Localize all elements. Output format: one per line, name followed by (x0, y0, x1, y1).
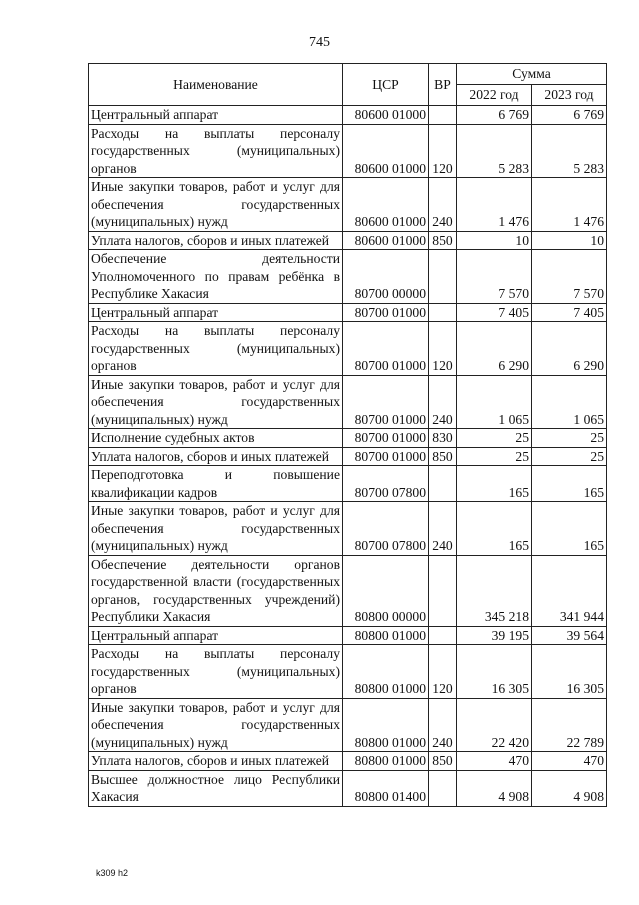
row-name: Уплата налогов, сборов и иных платежей (89, 447, 343, 466)
row-2022: 165 (457, 502, 532, 556)
row-vr: 120 (429, 124, 457, 178)
row-csr: 80600 01000 (343, 231, 429, 250)
row-2022: 6 769 (457, 106, 532, 125)
row-2022: 25 (457, 429, 532, 448)
row-vr (429, 555, 457, 626)
table-body (89, 106, 607, 807)
row-2022: 7 405 (457, 303, 532, 322)
row-2023: 5 283 (532, 124, 607, 178)
row-name: Уплата налогов, сборов и иных платежей (89, 752, 343, 771)
row-csr: 80800 01400 (343, 770, 429, 806)
row-2022: 5 283 (457, 124, 532, 178)
row-2023: 470 (532, 752, 607, 771)
row-2022: 6 290 (457, 322, 532, 376)
row-2022: 22 420 (457, 698, 532, 752)
table-header (89, 64, 607, 106)
table-row (89, 124, 607, 178)
row-name: Обеспечение деятельности Уполномоченного по правам ребёнка в Республике Хакасия (89, 250, 343, 304)
row-name: Иные закупки товаров, работ и услуг для обеспечения государственных (муниципальных) нужд (89, 698, 343, 752)
row-2022: 470 (457, 752, 532, 771)
row-name: Исполнение судебных актов (89, 429, 343, 448)
row-vr: 240 (429, 375, 457, 429)
table-row (89, 645, 607, 699)
row-csr: 80700 01000 (343, 322, 429, 376)
row-vr: 120 (429, 645, 457, 699)
table-row (89, 178, 607, 232)
row-name: Обеспечение деятельности органов государственной власти (государственных органов, государственных учреждений) Республики Хакасия (89, 555, 343, 626)
row-csr: 80800 01000 (343, 752, 429, 771)
row-vr: 850 (429, 231, 457, 250)
row-2022: 39 195 (457, 626, 532, 645)
row-2022: 165 (457, 466, 532, 502)
budget-table (88, 63, 607, 807)
table-row (89, 555, 607, 626)
row-2023: 6 290 (532, 322, 607, 376)
header-csr: ЦСР (343, 64, 429, 106)
table-row (89, 466, 607, 502)
row-2022: 345 218 (457, 555, 532, 626)
row-csr: 80800 00000 (343, 555, 429, 626)
row-name: Уплата налогов, сборов и иных платежей (89, 231, 343, 250)
row-name: Высшее должностное лицо Республики Хакасия (89, 770, 343, 806)
footer-code: k309 h2 (96, 868, 129, 878)
row-2023: 165 (532, 502, 607, 556)
row-csr: 80800 01000 (343, 698, 429, 752)
table-row (89, 322, 607, 376)
row-name: Центральный аппарат (89, 106, 343, 125)
row-2023: 1 476 (532, 178, 607, 232)
table-row (89, 250, 607, 304)
header-2023: 2023 год (532, 85, 607, 106)
row-csr: 80600 01000 (343, 106, 429, 125)
row-csr: 80700 01000 (343, 303, 429, 322)
table-row (89, 303, 607, 322)
row-vr (429, 106, 457, 125)
row-vr: 850 (429, 752, 457, 771)
row-2023: 22 789 (532, 698, 607, 752)
row-2022: 7 570 (457, 250, 532, 304)
row-vr: 240 (429, 178, 457, 232)
row-vr: 240 (429, 502, 457, 556)
row-csr: 80700 07800 (343, 466, 429, 502)
row-name: Центральный аппарат (89, 626, 343, 645)
row-2023: 4 908 (532, 770, 607, 806)
row-vr (429, 770, 457, 806)
header-vr: ВР (429, 64, 457, 106)
row-csr: 80700 01000 (343, 447, 429, 466)
row-csr: 80700 00000 (343, 250, 429, 304)
row-2023: 25 (532, 447, 607, 466)
row-2023: 39 564 (532, 626, 607, 645)
row-vr (429, 250, 457, 304)
row-name: Расходы на выплаты персоналу государственных (муниципальных) органов (89, 322, 343, 376)
row-name: Иные закупки товаров, работ и услуг для обеспечения государственных (муниципальных) нужд (89, 502, 343, 556)
header-sum: Сумма (457, 64, 607, 85)
row-2022: 1 476 (457, 178, 532, 232)
row-vr: 240 (429, 698, 457, 752)
row-2022: 10 (457, 231, 532, 250)
page-number: 745 (309, 35, 330, 50)
row-2023: 1 065 (532, 375, 607, 429)
header-name: Наименование (89, 64, 343, 106)
row-2023: 16 305 (532, 645, 607, 699)
table-row (89, 375, 607, 429)
row-vr: 120 (429, 322, 457, 376)
row-vr (429, 466, 457, 502)
table-row (89, 447, 607, 466)
row-vr: 830 (429, 429, 457, 448)
table-row (89, 698, 607, 752)
row-2022: 16 305 (457, 645, 532, 699)
row-csr: 80600 01000 (343, 178, 429, 232)
header-2022: 2022 год (457, 85, 532, 106)
row-2022: 1 065 (457, 375, 532, 429)
row-2023: 7 570 (532, 250, 607, 304)
row-vr (429, 303, 457, 322)
table-row (89, 429, 607, 448)
row-name: Иные закупки товаров, работ и услуг для обеспечения государственных (муниципальных) нужд (89, 375, 343, 429)
row-2023: 7 405 (532, 303, 607, 322)
table-row (89, 752, 607, 771)
table-row (89, 502, 607, 556)
row-name: Иные закупки товаров, работ и услуг для обеспечения государственных (муниципальных) нужд (89, 178, 343, 232)
row-csr: 80800 01000 (343, 645, 429, 699)
row-csr: 80800 01000 (343, 626, 429, 645)
table-row (89, 231, 607, 250)
row-2022: 4 908 (457, 770, 532, 806)
row-vr: 850 (429, 447, 457, 466)
table-row (89, 770, 607, 806)
row-csr: 80700 07800 (343, 502, 429, 556)
row-name: Расходы на выплаты персоналу государственных (муниципальных) органов (89, 645, 343, 699)
row-2023: 341 944 (532, 555, 607, 626)
row-name: Переподготовка и повышение квалификации кадров (89, 466, 343, 502)
table-row (89, 626, 607, 645)
row-2022: 25 (457, 447, 532, 466)
row-2023: 6 769 (532, 106, 607, 125)
row-name: Расходы на выплаты персоналу государственных (муниципальных) органов (89, 124, 343, 178)
row-csr: 80700 01000 (343, 375, 429, 429)
row-name: Центральный аппарат (89, 303, 343, 322)
row-2023: 165 (532, 466, 607, 502)
row-vr (429, 626, 457, 645)
table-row (89, 106, 607, 125)
row-2023: 10 (532, 231, 607, 250)
row-csr: 80700 01000 (343, 429, 429, 448)
row-csr: 80600 01000 (343, 124, 429, 178)
row-2023: 25 (532, 429, 607, 448)
